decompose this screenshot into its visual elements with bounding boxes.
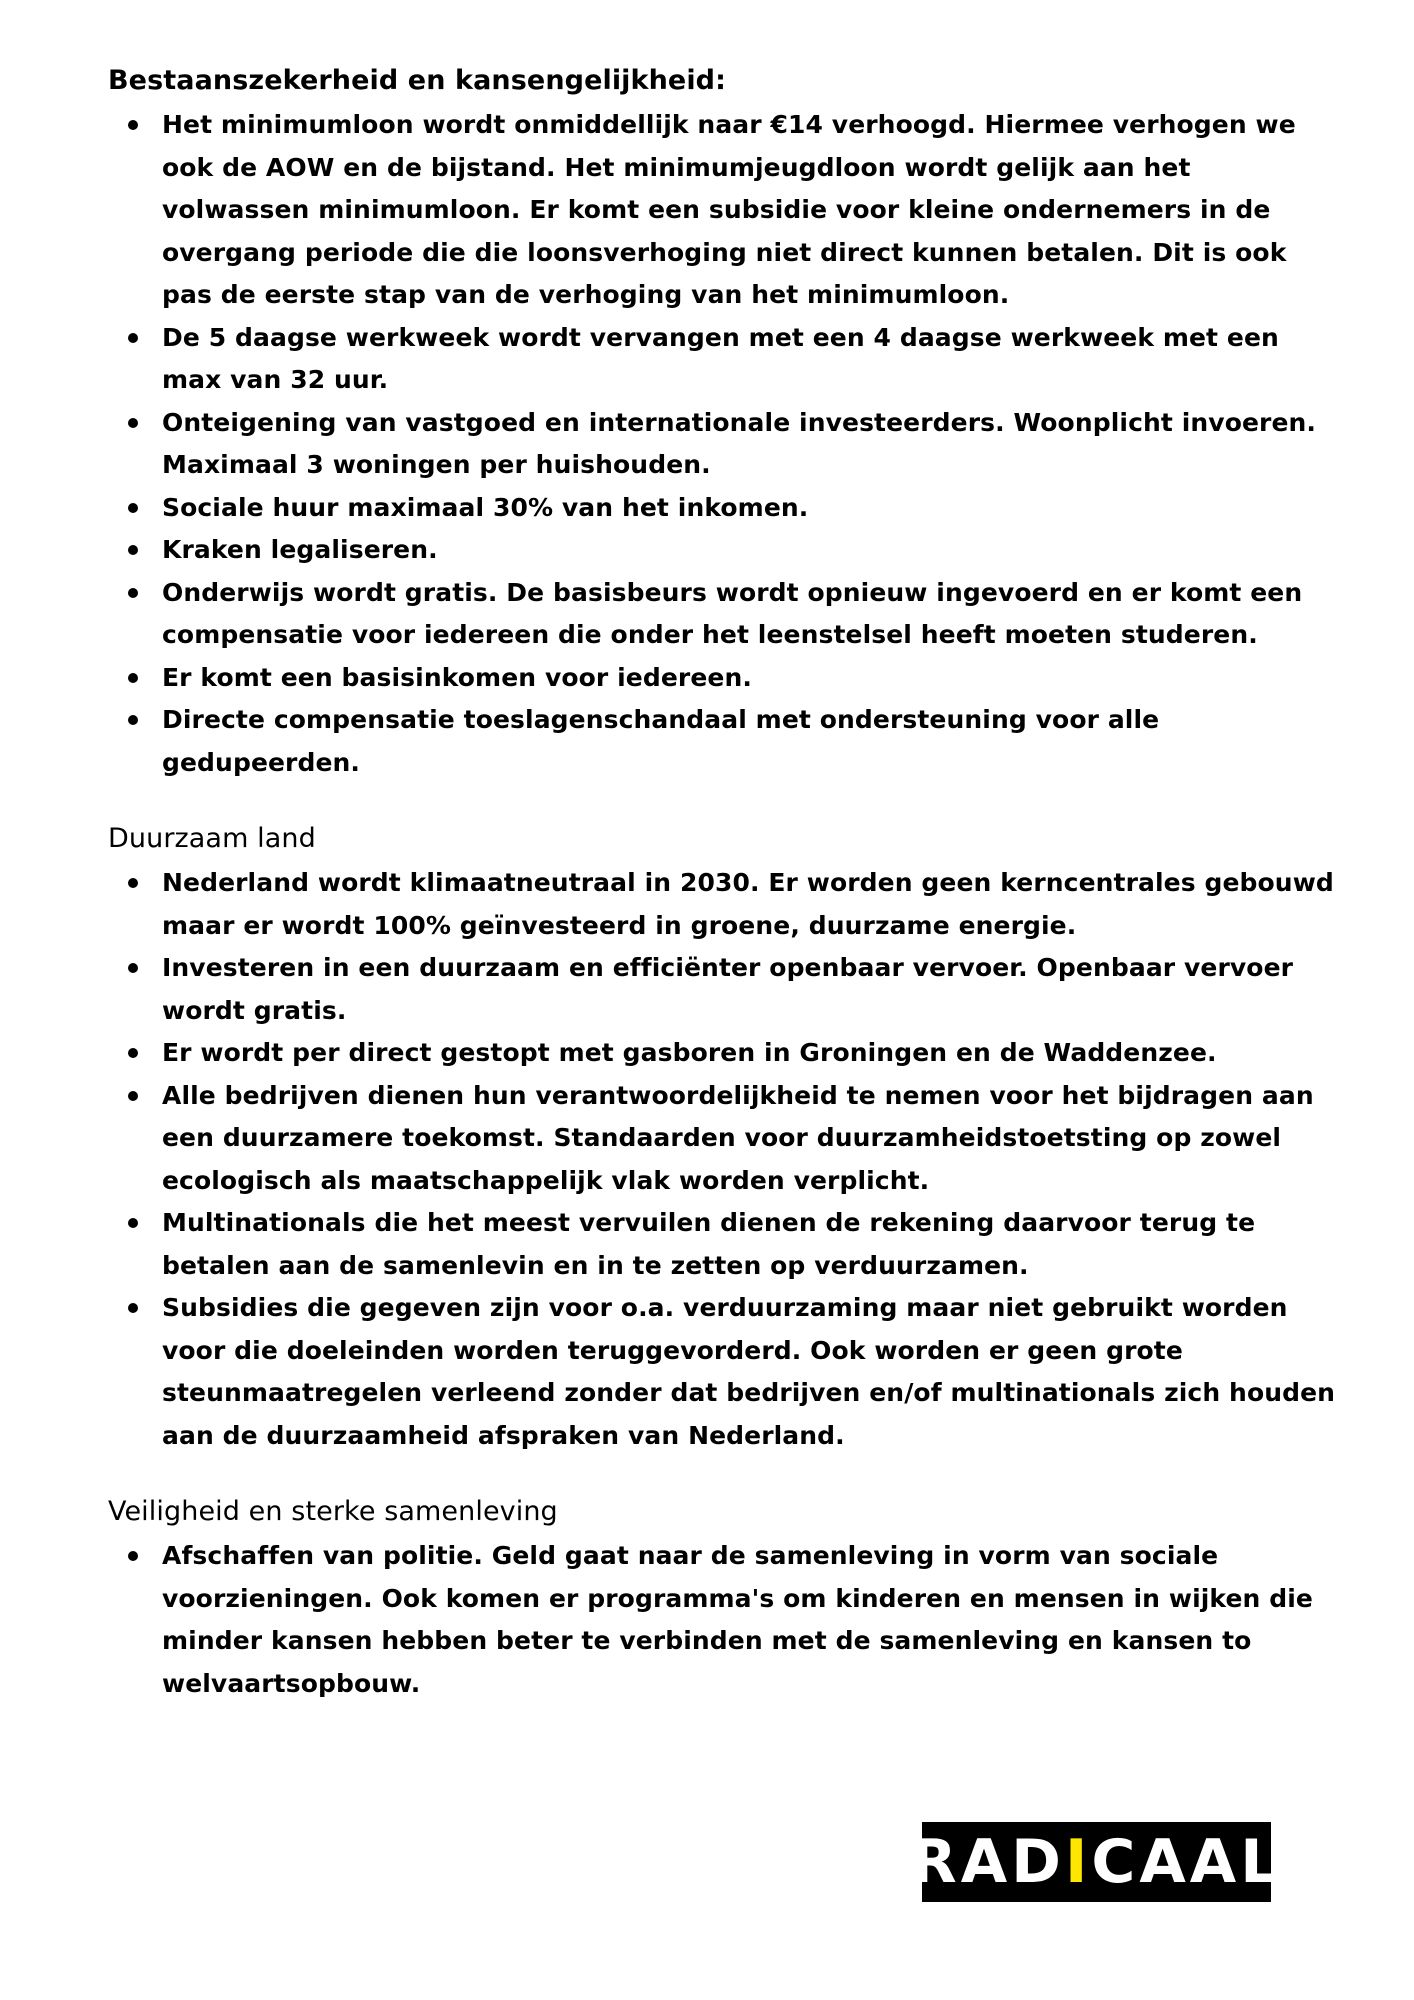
section-veiligheid <box>108 1493 1338 1705</box>
list-item <box>108 402 1338 487</box>
bullet-list <box>108 862 1338 1457</box>
list-item <box>108 947 1338 1032</box>
bullet-icon <box>128 1091 138 1101</box>
list-item-text: Het minimumloon wordt onmiddellijk naar €14 verhoogd. Hiermee verhogen we ook de AOW en de bijstand. Het minimumjeugdloon wordt gelijk aan het volwassen minimumloon. Er komt een subsidie voor kleine ondernemers in de overgang periode die die loonsverhoging niet direct kunnen betalen. Dit is ook pas de eerste stap van de verhoging van het minimumloon. <box>162 110 1296 309</box>
list-item <box>108 657 1338 700</box>
section-bestaanszekerheid <box>108 62 1338 784</box>
bullet-list <box>108 104 1338 784</box>
list-item <box>108 104 1338 317</box>
list-item-text: Er komt een basisinkomen voor iedereen. <box>162 662 752 692</box>
list-item <box>108 529 1338 572</box>
bullet-icon <box>128 503 138 513</box>
section-duurzaam-land <box>108 820 1338 1457</box>
logo-text-accent: I <box>1065 1827 1092 1897</box>
bullet-icon <box>128 715 138 725</box>
logo-text-start: RAD <box>910 1827 1065 1897</box>
list-item-text: Kraken legaliseren. <box>162 535 438 564</box>
list-item-text: De 5 daagse werkweek wordt vervangen met een 4 daagse werkweek met een max van 32 uur. <box>162 322 1279 394</box>
section-heading: Duurzaam land <box>108 823 316 854</box>
list-item <box>108 1075 1338 1203</box>
logo-text-end: CAAL <box>1091 1827 1283 1897</box>
list-item <box>108 572 1338 657</box>
list-item-text: Nederland wordt klimaatneutraal in 2030. Er worden geen kerncentrales gebouwd maar er wordt 100% geïnvesteerd in groene, duurzame energie. <box>162 868 1334 940</box>
list-item <box>108 862 1338 947</box>
list-item <box>108 1535 1338 1705</box>
section-heading: Veiligheid en sterke samenleving <box>108 1496 558 1527</box>
logo-wordmark <box>910 1827 1283 1897</box>
list-item <box>108 1287 1338 1457</box>
list-item <box>108 1202 1338 1287</box>
radicaal-logo <box>910 1822 1283 1902</box>
bullet-icon <box>128 1303 138 1313</box>
bullet-icon <box>128 878 138 888</box>
bullet-icon <box>128 588 138 598</box>
bullet-icon <box>128 120 138 130</box>
list-item-text: Subsidies die gegeven zijn voor o.a. verduurzaming maar niet gebruikt worden voor die doeleinden worden teruggevorderd. Ook worden er geen grote steunmaatregelen verleend zonder dat bedrijven en/of multinationals zich houden aan de duurzaamheid afspraken van Nederland. <box>162 1293 1336 1450</box>
bullet-icon <box>128 418 138 428</box>
list-item <box>108 1032 1338 1075</box>
list-item-text: Onteigening van vastgoed en internationale investeerders. Woonplicht invoeren. Maximaal 3 woningen per huishouden. <box>162 407 1317 479</box>
list-item-text: Alle bedrijven dienen hun verantwoordelijkheid te nemen voor het bijdragen aan een duurzamere toekomst. Standaarden voor duurzamheidstoetsting op zowel ecologisch als maatschappelijk vlak worden verplicht. <box>162 1080 1314 1195</box>
bullet-icon <box>128 333 138 343</box>
bullet-icon <box>128 963 138 973</box>
list-item-text: Investeren in een duurzaam en efficiënter openbaar vervoer. Openbaar vervoer wordt gratis. <box>162 953 1294 1025</box>
document-content <box>108 62 1338 1705</box>
bullet-icon <box>128 1048 138 1058</box>
list-item-text: Er wordt per direct gestopt met gasboren in Groningen en de Waddenzee. <box>162 1038 1217 1067</box>
list-item-text: Directe compensatie toeslagenschandaal met ondersteuning voor alle gedupeerden. <box>162 705 1160 777</box>
list-item-text: Multinationals die het meest vervuilen dienen de rekening daarvoor terug te betalen aan de samenlevin en in te zetten op verduurzamen. <box>162 1208 1256 1280</box>
bullet-icon <box>128 1551 138 1561</box>
list-item <box>108 487 1338 530</box>
bullet-icon <box>128 1218 138 1228</box>
list-item-text: Sociale huur maximaal 30% van het inkomen. <box>162 492 809 522</box>
bullet-icon <box>128 673 138 683</box>
bullet-list <box>108 1535 1338 1705</box>
list-item <box>108 317 1338 402</box>
list-item-text: Afschaffen van politie. Geld gaat naar de samenleving in vorm van sociale voorzieningen. Ook komen er programma's om kinderen en mensen in wijken die minder kansen hebben beter te verbinden met de samenleving en kansen to welvaartsopbouw. <box>162 1541 1313 1698</box>
section-heading: Bestaanszekerheid en kansengelijkheid: <box>108 65 727 96</box>
list-item-text: Onderwijs wordt gratis. De basisbeurs wordt opnieuw ingevoerd en er komt een compensatie voor iedereen die onder het leenstelsel heeft moeten studeren. <box>162 577 1303 649</box>
list-item <box>108 699 1338 784</box>
bullet-icon <box>128 545 138 555</box>
